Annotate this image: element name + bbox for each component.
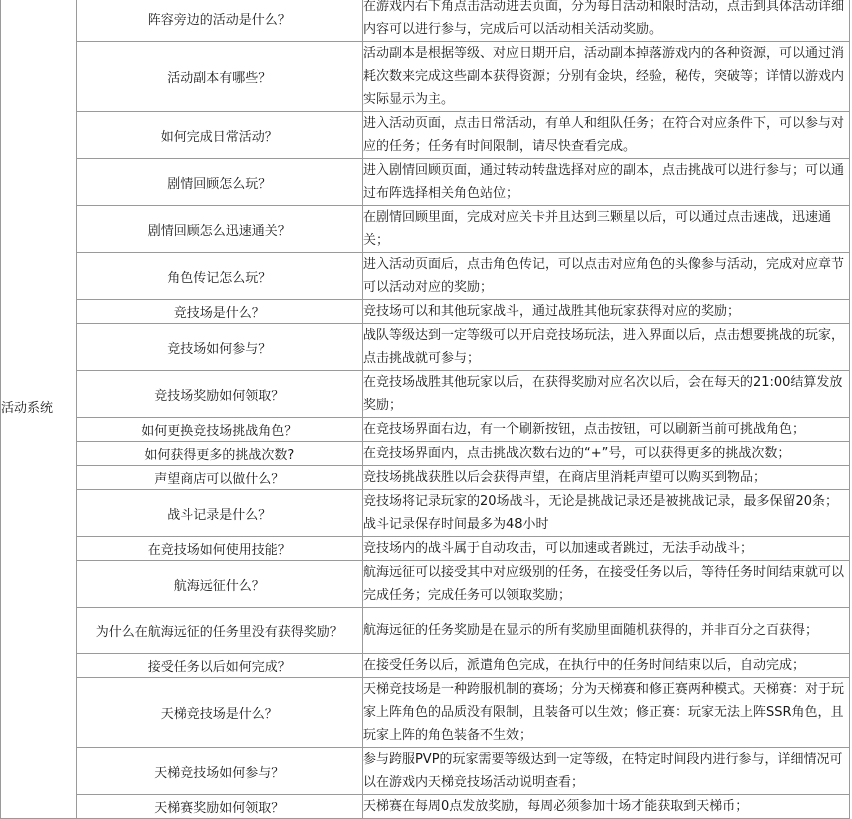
question-cell: 如何更换竞技场挑战角色？	[76, 418, 362, 442]
question-cell: 如何获得更多的挑战次数?	[76, 442, 362, 466]
answer-cell: 在竞技场战胜其他玩家以后，在获得奖励对应名次以后，会在每天的21:00结算发放奖励；	[362, 371, 849, 418]
table-row	[1, 253, 850, 300]
table-row	[1, 159, 850, 206]
answer-cell: 进入剧情回顾页面，通过转动转盘选择对应的副本，点击挑战可以进行参与；可以通过布阵选择相关角色站位；	[362, 159, 849, 206]
answer-cell: 竞技场内的战斗属于自动攻击，可以加速或者跳过，无法手动战斗；	[362, 537, 849, 561]
question-cell: 声望商店可以做什么？	[76, 466, 362, 490]
table-row	[1, 418, 850, 442]
question-cell: 阵容旁边的活动是什么？	[76, 0, 362, 42]
answer-cell: 在剧情回顾里面，完成对应关卡并且达到三颗星以后，可以通过点击速战，迅速通关；	[362, 206, 849, 253]
table-row	[1, 678, 850, 748]
table-row	[1, 608, 850, 654]
table-row	[1, 748, 850, 795]
category-cell: 活动系统	[1, 0, 77, 819]
question-cell: 在竞技场如何使用技能？	[76, 537, 362, 561]
answer-cell: 参与跨服PVP的玩家需要等级达到一定等级，在特定时间段内进行参与，详细情况可以在游戏内天梯竞技场活动说明查看；	[362, 748, 849, 795]
table-row	[1, 654, 850, 678]
answer-cell: 航海远征的任务奖励是在显示的所有奖励里面随机获得的，并非百分之百获得；	[362, 608, 849, 654]
table-row	[1, 442, 850, 466]
table-row	[1, 561, 850, 608]
table-row	[1, 42, 850, 112]
table-row	[1, 490, 850, 537]
table-row	[1, 371, 850, 418]
answer-cell: 在竞技场界面内，点击挑战次数右边的“+”号，可以获得更多的挑战次数；	[362, 442, 849, 466]
table-row	[1, 0, 850, 42]
table-row	[1, 300, 850, 324]
table-row	[1, 537, 850, 561]
question-cell: 如何完成日常活动？	[76, 112, 362, 159]
table-row	[1, 795, 850, 819]
question-cell: 天梯竞技场如何参与？	[76, 748, 362, 795]
question-cell: 竞技场是什么？	[76, 300, 362, 324]
question-cell: 活动副本有哪些？	[76, 42, 362, 112]
question-cell: 剧情回顾怎么迅速通关？	[76, 206, 362, 253]
question-cell: 战斗记录是什么？	[76, 490, 362, 537]
question-cell: 竞技场奖励如何领取？	[76, 371, 362, 418]
question-cell: 接受任务以后如何完成？	[76, 654, 362, 678]
answer-cell: 战队等级达到一定等级可以开启竞技场玩法，进入界面以后，点击想要挑战的玩家，点击挑战就可参与；	[362, 324, 849, 371]
question-cell: 航海远征什么？	[76, 561, 362, 608]
table-row	[1, 324, 850, 371]
question-cell: 为什么在航海远征的任务里没有获得奖励？	[76, 608, 362, 654]
answer-cell: 竞技场将记录玩家的20场战斗，无论是挑战记录还是被挑战记录，最多保留20条；战斗记录保存时间最多为48小时	[362, 490, 849, 537]
answer-cell: 在游戏内右下角点击活动进去页面，分为每日活动和限时活动，点击到具体活动详细内容可以进行参与，完成后可以活动相关活动奖励。	[362, 0, 849, 42]
question-cell: 天梯赛奖励如何领取？	[76, 795, 362, 819]
answer-cell: 活动副本是根据等级、对应日期开启，活动副本掉落游戏内的各种资源，可以通过消耗次数来完成这些副本获得资源；分别有金块，经验，秘传，突破等；详情以游戏内实际显示为主。	[362, 42, 849, 112]
answer-cell: 进入活动页面后，点击角色传记，可以点击对应角色的头像参与活动，完成对应章节可以活动对应的奖励；	[362, 253, 849, 300]
answer-cell: 竞技场挑战获胜以后会获得声望，在商店里消耗声望可以购买到物品；	[362, 466, 849, 490]
table-row	[1, 206, 850, 253]
question-cell: 天梯竞技场是什么？	[76, 678, 362, 748]
table-row	[1, 112, 850, 159]
answer-cell: 天梯赛在每周0点发放奖励，每周必须参加十场才能获取到天梯币；	[362, 795, 849, 819]
answer-cell: 航海远征可以接受其中对应级别的任务，在接受任务以后，等待任务时间结束就可以完成任务；完成任务可以领取奖励；	[362, 561, 849, 608]
answer-cell: 竞技场可以和其他玩家战斗，通过战胜其他玩家获得对应的奖励；	[362, 300, 849, 324]
question-cell: 剧情回顾怎么玩？	[76, 159, 362, 206]
table-row	[1, 466, 850, 490]
question-cell: 角色传记怎么玩？	[76, 253, 362, 300]
answer-cell: 在接受任务以后，派遣角色完成，在执行中的任务时间结束以后，自动完成；	[362, 654, 849, 678]
question-cell: 竞技场如何参与？	[76, 324, 362, 371]
faq-table-body	[1, 0, 850, 819]
answer-cell: 天梯竞技场是一种跨服机制的赛场；分为天梯赛和修正赛两种模式。天梯赛：对于玩家上阵角色的品质没有限制，且装备可以生效；修正赛：玩家无法上阵SSR角色，且玩家上阵的角色装备不生效；	[362, 678, 849, 748]
answer-cell: 进入活动页面，点击日常活动，有单人和组队任务；在符合对应条件下，可以参与对应的任务；任务有时间限制，请尽快查看完成。	[362, 112, 849, 159]
answer-cell: 在竞技场界面右边，有一个刷新按钮，点击按钮，可以刷新当前可挑战角色；	[362, 418, 849, 442]
